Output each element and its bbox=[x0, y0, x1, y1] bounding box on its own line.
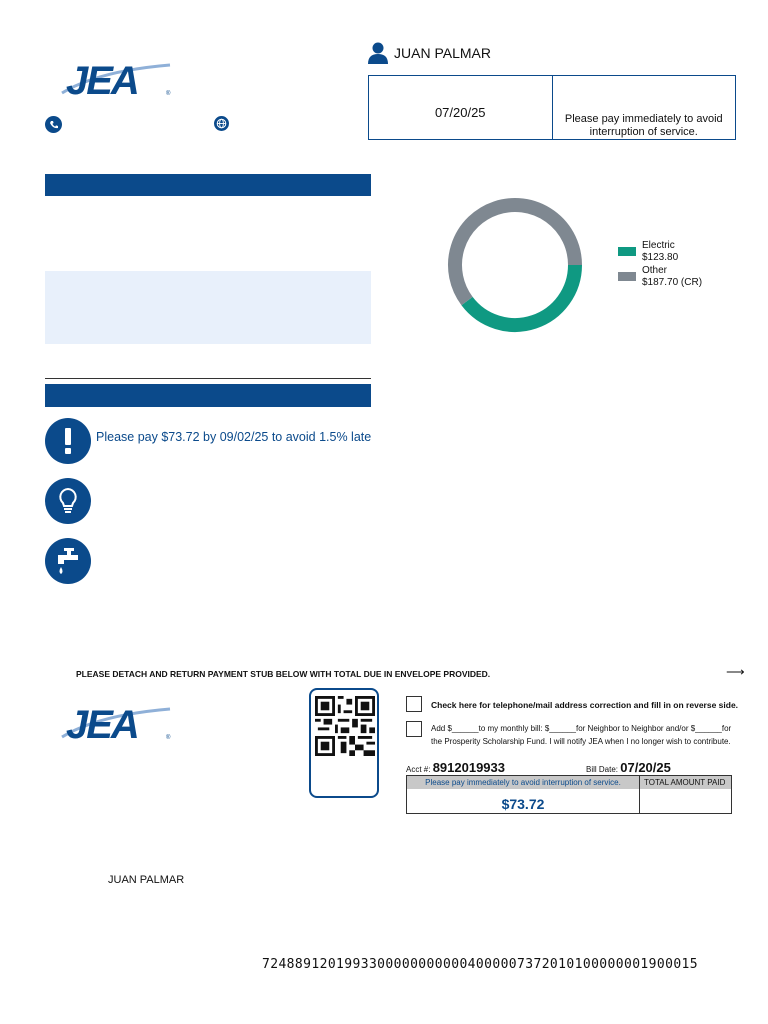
payment-table bbox=[406, 775, 732, 814]
legend-item-electric bbox=[618, 240, 702, 264]
late-payment-message: Please pay $73.72 by 09/02/25 to avoid 1.5% late bbox=[96, 430, 372, 444]
section-header-bar bbox=[45, 174, 371, 196]
bill-date-field bbox=[586, 760, 671, 775]
svg-text:JEA: JEA bbox=[66, 59, 138, 99]
stub-customer-name: JUAN PALMAR bbox=[108, 874, 185, 886]
legend-item-other bbox=[618, 265, 702, 289]
account-label: Acct #: bbox=[406, 765, 431, 774]
customer-header bbox=[368, 42, 491, 64]
qr-code-frame[interactable] bbox=[309, 688, 379, 798]
jea-logo-stub bbox=[58, 697, 178, 743]
detach-notice: PLEASE DETACH AND RETURN PAYMENT STUB BELOW WITH TOTAL DUE IN ENVELOPE PROVIDED. bbox=[76, 669, 491, 679]
donation-checkbox[interactable] bbox=[406, 721, 422, 737]
table-divider bbox=[639, 789, 640, 813]
account-number-field bbox=[406, 760, 505, 775]
water-faucet-icon bbox=[45, 538, 91, 584]
summary-panel bbox=[45, 271, 371, 344]
arrow-right-icon: ⟶ bbox=[726, 664, 745, 679]
total-paid-label: TOTAL AMOUNT PAID bbox=[639, 776, 731, 789]
user-icon bbox=[368, 42, 388, 64]
globe-icon bbox=[214, 116, 229, 131]
divider bbox=[45, 378, 371, 379]
amount-due: $73.72 bbox=[501, 796, 545, 812]
address-correction-checkbox[interactable] bbox=[406, 696, 422, 712]
lightbulb-icon bbox=[45, 478, 91, 524]
bill-date: 07/20/25 bbox=[620, 760, 671, 775]
micr-scanline: 7248891201993300000000000400000737201010000000190001​5 bbox=[262, 957, 699, 972]
legend-swatch-electric bbox=[618, 247, 636, 256]
due-date: 07/20/25 bbox=[434, 105, 486, 120]
phone-icon bbox=[45, 116, 62, 133]
qr-code[interactable] bbox=[315, 696, 375, 756]
legend-value-electric: $123.80 bbox=[642, 252, 679, 263]
account-number: 8912019933 bbox=[432, 760, 505, 775]
legend-label-electric: Electric bbox=[642, 240, 675, 251]
due-summary-box bbox=[368, 75, 736, 140]
donut-slice-other bbox=[455, 205, 575, 301]
charges-donut-chart bbox=[440, 190, 590, 340]
chart-legend bbox=[618, 240, 702, 290]
svg-text:®: ® bbox=[166, 91, 171, 97]
customer-name: JUAN PALMAR bbox=[394, 45, 491, 61]
donut-slice-electric bbox=[467, 265, 575, 325]
messages-header-bar bbox=[45, 384, 371, 407]
legend-swatch-other bbox=[618, 272, 636, 281]
donation-label: Add $______to my monthly bill: $______for Neighbor to Neighbor and/or $______for the Prosperity Scholarship Fund. I will notify JEA when I no longer wish to contribute. bbox=[431, 724, 732, 746]
pay-message: Please pay immediately to avoid interruption of service. bbox=[407, 776, 639, 789]
address-correction-label: Check here for telephone/mail address correction and fill in on reverse side. bbox=[431, 700, 739, 710]
bill-date-label: Bill Date: bbox=[586, 765, 619, 774]
svg-text:JEA: JEA bbox=[66, 703, 138, 743]
svg-text:®: ® bbox=[166, 735, 171, 741]
jea-logo bbox=[58, 53, 178, 99]
due-message: Please pay immediately to avoid interruption of service. bbox=[564, 113, 723, 138]
legend-value-other: $187.70 (CR) bbox=[642, 277, 703, 288]
legend-label-other: Other bbox=[642, 265, 668, 276]
exclamation-icon bbox=[45, 418, 91, 464]
